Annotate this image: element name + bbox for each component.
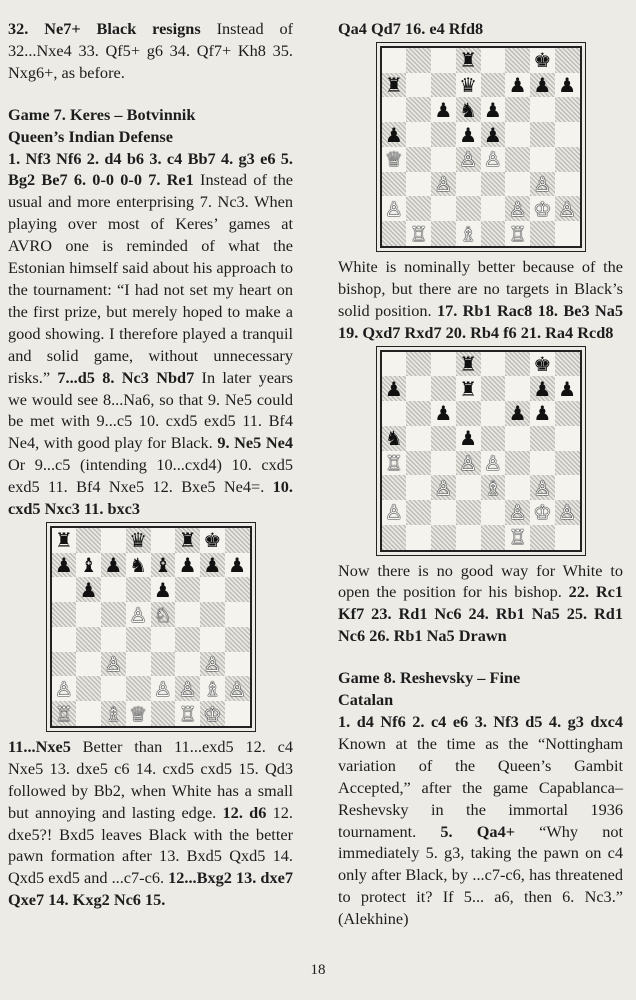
black-pawn-icon: ♟ — [459, 122, 478, 147]
board-square — [76, 577, 101, 602]
white-pawn-icon: ♙ — [203, 652, 222, 677]
board-square — [530, 73, 555, 98]
right-column — [338, 18, 623, 930]
board-square — [76, 528, 101, 553]
black-knight-icon: ♞ — [384, 426, 403, 451]
board-square — [101, 602, 126, 627]
black-rook-icon: ♜ — [459, 376, 478, 401]
black-king-icon: ♚ — [533, 351, 552, 376]
board-square — [175, 577, 200, 602]
white-pawn-icon: ♙ — [533, 475, 552, 500]
board-square — [406, 401, 431, 426]
black-pawn-icon: ♟ — [384, 376, 403, 401]
board-square — [382, 352, 407, 377]
board-square — [456, 426, 481, 451]
board-square — [126, 553, 151, 578]
text-paragraph: 32. Ne7+ Black resigns Instead of 32...Nxe4 33. Qf5+ g6 34. Qf7+ Kh8 35. Nxg6+, as before. — [8, 19, 294, 82]
board-square — [175, 553, 200, 578]
board-square — [175, 701, 200, 726]
board-square — [406, 172, 431, 197]
board-square — [406, 221, 431, 246]
black-pawn-icon: ♟ — [384, 122, 403, 147]
board-square — [481, 48, 506, 73]
board-square — [456, 97, 481, 122]
white-pawn-icon: ♙ — [178, 676, 197, 701]
black-pawn-icon: ♟ — [104, 553, 123, 578]
board-square — [200, 676, 225, 701]
board-square — [126, 577, 151, 602]
board-square — [431, 500, 456, 525]
board-square — [200, 701, 225, 726]
board-square — [505, 147, 530, 172]
board-square — [175, 676, 200, 701]
board-square — [382, 221, 407, 246]
white-knight-icon: ♘ — [153, 602, 172, 627]
board-square — [456, 196, 481, 221]
board-square — [76, 553, 101, 578]
board-square — [382, 401, 407, 426]
board-square — [406, 97, 431, 122]
board-square — [382, 73, 407, 98]
board-square — [225, 528, 250, 553]
board-square — [481, 196, 506, 221]
board-square — [555, 451, 580, 476]
board-square — [175, 528, 200, 553]
white-pawn-icon: ♙ — [384, 196, 403, 221]
black-pawn-icon: ♟ — [79, 577, 98, 602]
board-square — [406, 376, 431, 401]
text-paragraph: Queen’s Indian Defense — [8, 126, 173, 146]
board-square — [175, 602, 200, 627]
board-square — [76, 701, 101, 726]
board-square — [530, 376, 555, 401]
board-square — [505, 401, 530, 426]
board-square — [406, 525, 431, 550]
board-square — [555, 525, 580, 550]
white-bishop-icon: ♗ — [203, 676, 222, 701]
board-square — [456, 475, 481, 500]
board-square — [406, 196, 431, 221]
board-square — [505, 475, 530, 500]
board-square — [505, 376, 530, 401]
board-square — [456, 352, 481, 377]
board-square — [225, 553, 250, 578]
board-square — [505, 221, 530, 246]
board-square — [52, 652, 77, 677]
white-pawn-icon: ♙ — [459, 450, 478, 475]
left-column — [8, 18, 293, 911]
white-pawn-icon: ♙ — [459, 147, 478, 172]
board-square — [456, 147, 481, 172]
chess-diagram-2 — [380, 46, 582, 248]
white-rook-icon: ♖ — [54, 701, 73, 726]
board-square — [382, 172, 407, 197]
text-paragraph: Catalan — [338, 690, 394, 710]
board-square — [76, 652, 101, 677]
board-square — [200, 627, 225, 652]
white-pawn-icon: ♙ — [129, 602, 148, 627]
board-square — [406, 426, 431, 451]
board-square — [431, 401, 456, 426]
black-rook-icon: ♜ — [459, 48, 478, 73]
board-square — [431, 221, 456, 246]
white-pawn-icon: ♙ — [434, 172, 453, 197]
black-pawn-icon: ♟ — [508, 73, 527, 98]
black-pawn-icon: ♟ — [558, 376, 577, 401]
white-rook-icon: ♖ — [384, 450, 403, 475]
board-square — [505, 48, 530, 73]
board-square — [406, 451, 431, 476]
board-square — [175, 627, 200, 652]
board-square — [481, 73, 506, 98]
board-square — [76, 676, 101, 701]
board-square — [200, 577, 225, 602]
board-square — [382, 122, 407, 147]
board-square — [555, 352, 580, 377]
board-square — [200, 528, 225, 553]
board-square — [530, 172, 555, 197]
board-square — [456, 500, 481, 525]
board-square — [382, 500, 407, 525]
board-square — [151, 676, 176, 701]
board-square — [555, 475, 580, 500]
board-square — [52, 528, 77, 553]
board-square — [456, 451, 481, 476]
board-square — [406, 48, 431, 73]
board-square — [126, 676, 151, 701]
board-square — [52, 701, 77, 726]
board-square — [431, 475, 456, 500]
board-square — [530, 352, 555, 377]
board-square — [431, 196, 456, 221]
text-paragraph: 11...Nxe5 Better than 11...exd5 12. c4 Nxe5 13. dxe5 c6 14. cxd5 cxd5 15. Qd3 followed by Bb2, when White has a small but annoying and lasting edge. 12. d6 12. dxe5?! Bxd5 leaves Black with the better pawn formation after 13. Bxd5 Qxd5 14. Qxd5 exd5 and ...c7-c6. 12...Bxg2 13. dxe7 Qxe7 14. Kxg2 Nc6 15. — [8, 736, 293, 910]
board-square — [382, 451, 407, 476]
white-pawn-icon: ♙ — [483, 450, 502, 475]
board-square — [505, 426, 530, 451]
black-queen-icon: ♛ — [459, 73, 478, 98]
board-square — [76, 602, 101, 627]
board-square — [555, 172, 580, 197]
board-square — [456, 73, 481, 98]
board-square — [555, 147, 580, 172]
board-square — [126, 652, 151, 677]
board-square — [151, 528, 176, 553]
board-square — [151, 701, 176, 726]
board-square — [481, 426, 506, 451]
board-square — [431, 73, 456, 98]
text-paragraph: Game 7. Keres – Botvinnik — [8, 104, 196, 124]
board-square — [225, 701, 250, 726]
white-pawn-icon: ♙ — [508, 196, 527, 221]
board-square — [431, 147, 456, 172]
board-square — [555, 500, 580, 525]
board-square — [505, 172, 530, 197]
white-king-icon: ♔ — [533, 196, 552, 221]
black-rook-icon: ♜ — [459, 351, 478, 376]
board-square — [530, 147, 555, 172]
board-square — [530, 525, 555, 550]
white-rook-icon: ♖ — [409, 221, 428, 246]
board-square — [101, 652, 126, 677]
board-square — [481, 122, 506, 147]
board-square — [382, 475, 407, 500]
black-pawn-icon: ♟ — [459, 426, 478, 451]
board-square — [406, 352, 431, 377]
board-square — [431, 426, 456, 451]
white-pawn-icon: ♙ — [558, 500, 577, 525]
board-square — [456, 48, 481, 73]
board-square — [481, 97, 506, 122]
text-paragraph: 1. d4 Nf6 2. c4 e6 3. Nf3 d5 4. g3 dxc4 Known at the time as the “Nottingham variation of the Queen’s Gambit Accepted,” after the game Capablanca–Reshevsky in the immortal 1936 tournament. 5. Qa4+ “Why not immediately 5. g3, taking the pawn on c4 only after Black, by ...c7-c6, has threatened to protect it? If 5... a6, then 6. Nc3.” (Alekhine) — [338, 711, 623, 929]
board-square — [431, 122, 456, 147]
board-square — [481, 475, 506, 500]
white-queen-icon: ♕ — [384, 147, 403, 172]
board-square — [555, 73, 580, 98]
board-square — [456, 221, 481, 246]
board-square — [555, 376, 580, 401]
chess-diagram-3 — [380, 350, 582, 552]
board-square — [481, 221, 506, 246]
board-square — [101, 676, 126, 701]
board-square — [52, 553, 77, 578]
board-square — [52, 602, 77, 627]
text-paragraph: Game 8. Reshevsky – Fine — [338, 668, 521, 688]
black-queen-icon: ♛ — [129, 528, 148, 553]
black-pawn-icon: ♟ — [434, 97, 453, 122]
board-square — [52, 676, 77, 701]
board-square — [151, 577, 176, 602]
board-square — [382, 426, 407, 451]
board-square — [530, 426, 555, 451]
board-square — [382, 147, 407, 172]
text-paragraph: White is nominally better because of the bishop, but there are no targets in Black’s solid position. 17. Rb1 Rac8 18. Be3 Na5 19. Qxd7 Rxd7 20. Rb4 f6 21. Ra4 Rcd8 — [338, 256, 623, 342]
board-square — [456, 525, 481, 550]
white-bishop-icon: ♗ — [104, 701, 123, 726]
black-pawn-icon: ♟ — [483, 122, 502, 147]
board-square — [406, 122, 431, 147]
board-square — [456, 376, 481, 401]
black-rook-icon: ♜ — [178, 528, 197, 553]
board-square — [530, 97, 555, 122]
white-pawn-icon: ♙ — [483, 147, 502, 172]
white-rook-icon: ♖ — [508, 221, 527, 246]
black-knight-icon: ♞ — [459, 97, 478, 122]
board-square — [456, 401, 481, 426]
black-rook-icon: ♜ — [54, 528, 73, 553]
white-pawn-icon: ♙ — [434, 475, 453, 500]
board-square — [555, 401, 580, 426]
white-bishop-icon: ♗ — [483, 475, 502, 500]
board-square — [101, 528, 126, 553]
text-paragraph: Qa4 Qd7 16. e4 Rfd8 — [338, 19, 484, 38]
white-rook-icon: ♖ — [178, 701, 197, 726]
board-square — [200, 553, 225, 578]
chess-diagram-1 — [50, 526, 252, 728]
board-square — [555, 221, 580, 246]
board-square — [431, 451, 456, 476]
board-square — [505, 196, 530, 221]
board-square — [382, 376, 407, 401]
board-square — [505, 73, 530, 98]
board-square — [555, 122, 580, 147]
board-square — [126, 701, 151, 726]
board-square — [505, 352, 530, 377]
board-square — [101, 553, 126, 578]
white-pawn-icon: ♙ — [153, 676, 172, 701]
board-square — [481, 500, 506, 525]
board-square — [481, 451, 506, 476]
black-pawn-icon: ♟ — [558, 73, 577, 98]
board-square — [505, 525, 530, 550]
board-square — [530, 401, 555, 426]
page-number: 18 — [310, 962, 326, 978]
board-square — [151, 627, 176, 652]
board-square — [225, 652, 250, 677]
board-square — [505, 122, 530, 147]
board-square — [481, 147, 506, 172]
board-square — [530, 451, 555, 476]
board-square — [225, 577, 250, 602]
black-pawn-icon: ♟ — [483, 97, 502, 122]
board-square — [530, 122, 555, 147]
board-square — [382, 48, 407, 73]
board-square — [530, 48, 555, 73]
board-square — [126, 602, 151, 627]
board-square — [555, 48, 580, 73]
board-square — [52, 627, 77, 652]
black-pawn-icon: ♟ — [508, 401, 527, 426]
board-square — [382, 97, 407, 122]
board-square — [151, 602, 176, 627]
white-rook-icon: ♖ — [508, 525, 527, 550]
black-pawn-icon: ♟ — [153, 577, 172, 602]
black-bishop-icon: ♝ — [79, 553, 98, 578]
board-square — [101, 577, 126, 602]
board-square — [505, 451, 530, 476]
board-square — [406, 73, 431, 98]
board-square — [530, 475, 555, 500]
board-square — [406, 500, 431, 525]
board-square — [406, 147, 431, 172]
board-square — [126, 528, 151, 553]
board-square — [101, 627, 126, 652]
black-pawn-icon: ♟ — [533, 401, 552, 426]
board-square — [481, 172, 506, 197]
white-pawn-icon: ♙ — [104, 652, 123, 677]
white-pawn-icon: ♙ — [384, 500, 403, 525]
white-king-icon: ♔ — [203, 701, 222, 726]
board-square — [481, 401, 506, 426]
board-square — [555, 97, 580, 122]
board-square — [101, 701, 126, 726]
white-pawn-icon: ♙ — [228, 676, 247, 701]
board-square — [431, 48, 456, 73]
black-pawn-icon: ♟ — [178, 553, 197, 578]
board-square — [382, 525, 407, 550]
text-paragraph: Now there is no good way for White to open the position for his bishop. 22. Rc1 Kf7 23. Rd1 Nc6 24. Rb1 Na5 25. Rd1 Nc6 26. Rb1 Na5 Drawn — [338, 560, 624, 646]
board-square — [456, 172, 481, 197]
board-square — [505, 97, 530, 122]
board-square — [406, 475, 431, 500]
white-bishop-icon: ♗ — [459, 221, 478, 246]
board-square — [555, 196, 580, 221]
board-square — [76, 627, 101, 652]
board-square — [225, 676, 250, 701]
board-square — [481, 525, 506, 550]
board-square — [431, 376, 456, 401]
black-pawn-icon: ♟ — [228, 553, 247, 578]
board-square — [126, 627, 151, 652]
black-knight-icon: ♞ — [129, 553, 148, 578]
text-paragraph: 1. Nf3 Nf6 2. d4 b6 3. c4 Bb7 4. g3 e6 5. Bg2 Be7 6. 0-0 0-0 7. Re1 Instead of the usual and more enterprising 7. Nc3. When playing over most of Keres’ games at AVRO one is reminded of what the Estonian himself said about his approach to the tournament: “I had not set my heart on the first prize, but merely hoped to make a good showing. I therefore played a tranquil and solid game, without unnecessary risks.” 7...d5 8. Nc3 Nbd7 In later years we would see 8...Na6, so that 9. Ne5 could be met with 9...c5 10. cxd5 exd5 11. Bf4 Ne4, with good play for Black. 9. Ne5 Ne4 Or 9...c5 (intending 10...cxd4) 10. cxd5 exd5 11. Bf4 Nxe5 12. Bxe5 Ne4=. 10. cxd5 Nxc3 11. bxc3 — [8, 148, 294, 519]
board-square — [52, 577, 77, 602]
white-pawn-icon: ♙ — [533, 172, 552, 197]
board-square — [200, 602, 225, 627]
board-square — [175, 652, 200, 677]
board-square — [530, 500, 555, 525]
board-square — [200, 652, 225, 677]
board-square — [530, 196, 555, 221]
board-square — [151, 553, 176, 578]
black-pawn-icon: ♟ — [533, 73, 552, 98]
black-pawn-icon: ♟ — [434, 401, 453, 426]
board-square — [530, 221, 555, 246]
board-square — [456, 122, 481, 147]
black-rook-icon: ♜ — [384, 73, 403, 98]
board-square — [431, 352, 456, 377]
black-pawn-icon: ♟ — [533, 376, 552, 401]
board-square — [555, 426, 580, 451]
white-pawn-icon: ♙ — [508, 500, 527, 525]
white-pawn-icon: ♙ — [558, 196, 577, 221]
black-pawn-icon: ♟ — [203, 553, 222, 578]
white-pawn-icon: ♙ — [54, 676, 73, 701]
board-square — [382, 196, 407, 221]
black-bishop-icon: ♝ — [153, 553, 172, 578]
board-square — [225, 627, 250, 652]
board-square — [431, 97, 456, 122]
black-pawn-icon: ♟ — [54, 553, 73, 578]
board-square — [151, 652, 176, 677]
board-square — [225, 602, 250, 627]
board-square — [481, 352, 506, 377]
black-king-icon: ♚ — [203, 528, 222, 553]
board-square — [431, 525, 456, 550]
board-square — [431, 172, 456, 197]
board-square — [481, 376, 506, 401]
white-king-icon: ♔ — [533, 500, 552, 525]
white-queen-icon: ♕ — [129, 701, 148, 726]
black-king-icon: ♚ — [533, 48, 552, 73]
board-square — [505, 500, 530, 525]
